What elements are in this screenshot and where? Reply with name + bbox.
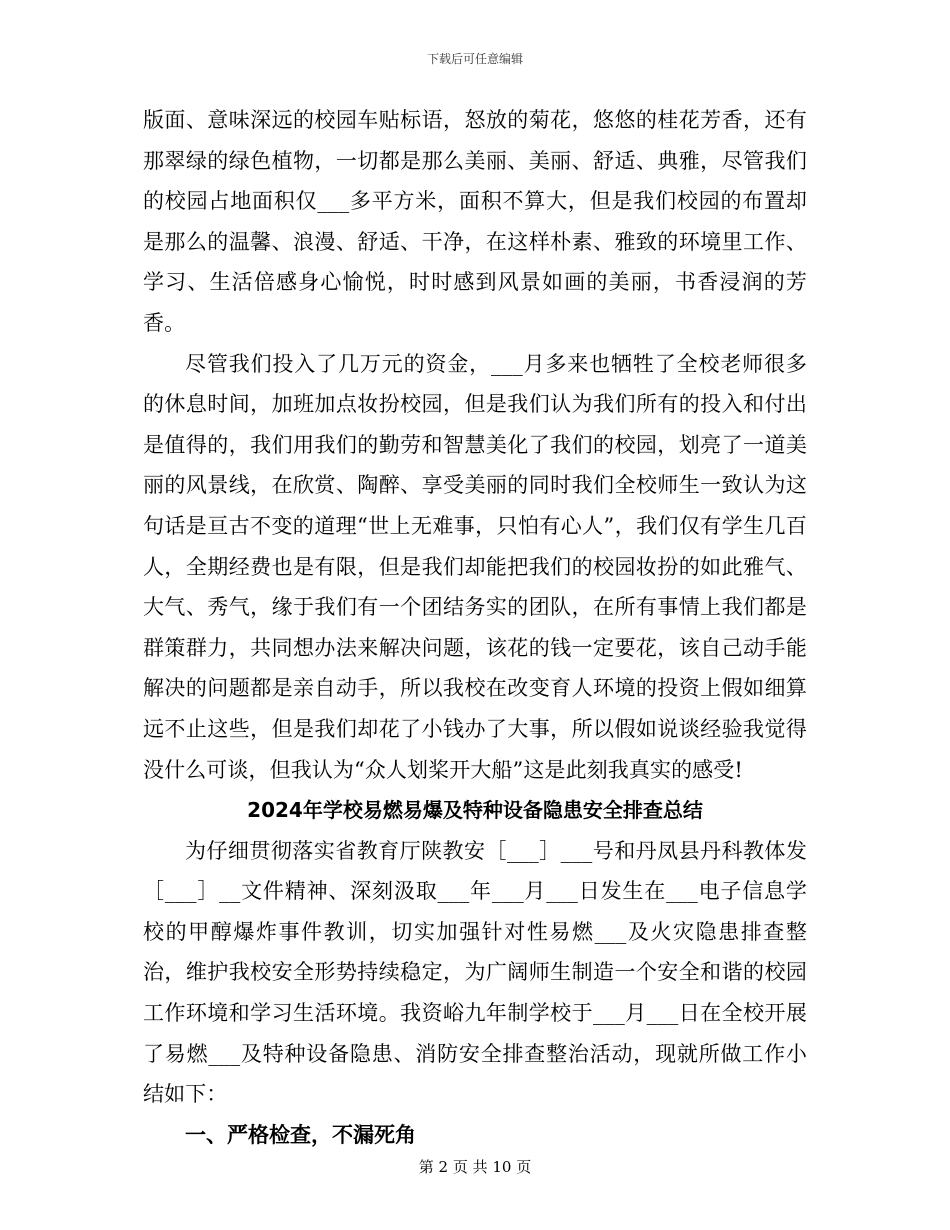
section-heading-1: 一、严格检查，不漏死角 (185, 1122, 416, 1147)
page-header: 下载后可任意编辑 (426, 52, 523, 66)
document-title: 2024年学校易燃易爆及特种设备隐患安全排查总结 (247, 798, 703, 823)
paragraph-safety-intro: 为仔细贯彻落实省教育厅陕教安［___］___号和丹凤县丹科教体发［___］__文件精神、深刻汲取___年___月___日发生在___电子信息学校的甲醇爆炸事件教训，切实加强针对性易燃___及火灾隐患排查整治，维护我校安全形势持续稳定，为广阔师生制造一个安全和谐的校园工作环境和学习生活环境。我资峪九年制学校于___月___日在全校开展了易燃___及特种设备隐患、消防安全排查整治活动，现就所做工作小结如下： (143, 838, 807, 1107)
paragraph-campus-environment: 版面、意味深远的校园车贴标语，怒放的菊花，悠悠的桂花芳香，还有那翠绿的绿色植物，一切都是那么美丽、美丽、舒适、典雅，尽管我们的校园占地面积仅___多平方米，面积不算大，但是我们校园的布置却是那么的温馨、浪漫、舒适、干净，在这样朴素、雅致的环境里工作、学习、生活倍感身心愉悦，时时感到风景如画的美丽，书香浸润的芳香。 (143, 108, 807, 335)
paragraph-investment: 尽管我们投入了几万元的资金，___月多来也牺牲了全校老师很多的休息时间，加班加点妆扮校园，但是我们认为我们所有的投入和付出是值得的，我们用我们的勤劳和智慧美化了我们的校园，划亮了一道美丽的风景线，在欣赏、陶醉、享受美丽的同时我们全校师生一致认为这句话是亘古不变的道理“世上无难事，只怕有心人”，我们仅有学生几百人，全期经费也是有限，但是我们却能把我们的校园妆扮的如此雅气、大气、秀气，缘于我们有一个团结务实的团队，在所有事情上我们都是群策群力，共同想办法来解决问题，该花的钱一定要花，该自己动手能解决的问题都是亲自动手，所以我校在改变育人环境的投资上假如细算远不止这些，但是我们却花了小钱办了大事，所以假如说谈经验我觉得没什么可谈，但我认为“众人划桨开大船”这是此刻我真实的感受! (143, 351, 807, 782)
page-footer: 第 2 页 共 10 页 (418, 1158, 532, 1176)
document-body (143, 100, 807, 1155)
